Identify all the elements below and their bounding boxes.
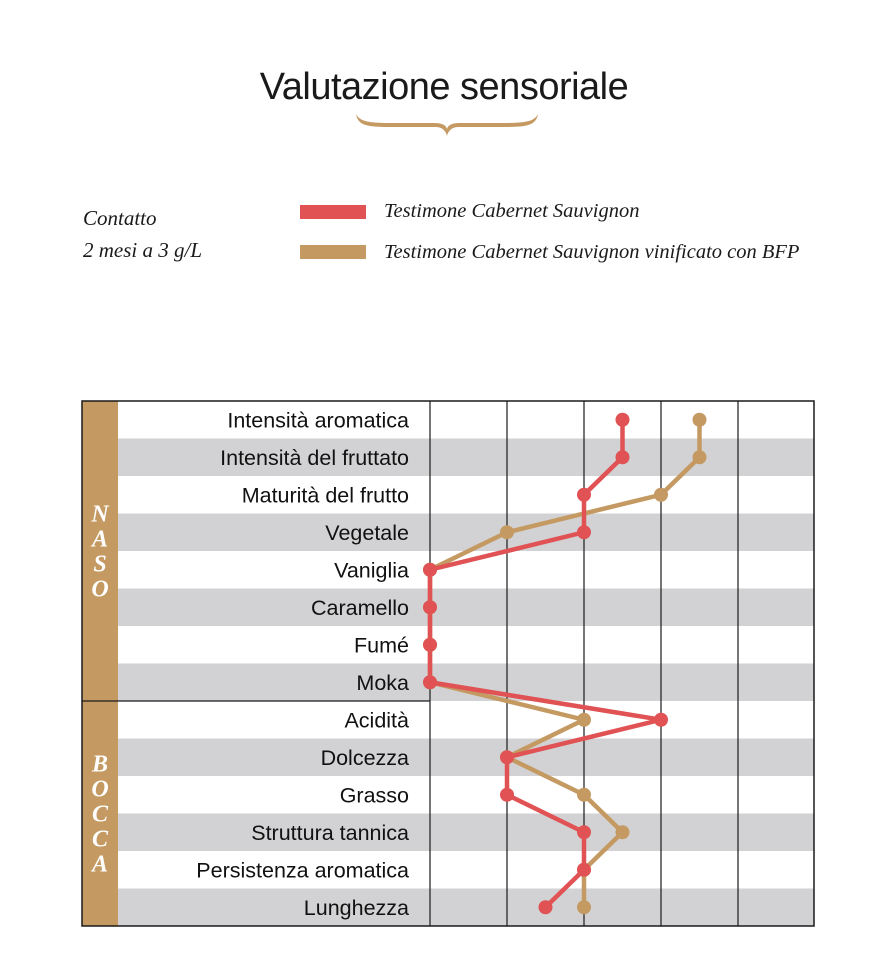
category-label: Persistenza aromatica (196, 858, 409, 883)
contact-line-1: Contatto (83, 206, 157, 230)
series-1-point (423, 563, 437, 577)
section-letter: C (91, 801, 109, 828)
series-2-point (693, 413, 707, 427)
section-letter: N (91, 501, 109, 528)
category-label: Lunghezza (303, 895, 409, 920)
series-1-point (539, 900, 553, 914)
category-label: Dolcezza (320, 745, 409, 770)
series-2-point (577, 713, 591, 727)
category-label: Acidità (344, 708, 409, 733)
row-band (118, 889, 814, 927)
series-2-point (616, 825, 630, 839)
category-label: Moka (356, 670, 409, 695)
series-1-point (577, 525, 591, 539)
series-2-point (500, 525, 514, 539)
category-label: Fumé (354, 633, 409, 658)
legend-label-series-1: Testimone Cabernet Sauvignon (384, 200, 640, 222)
section-letter: O (91, 576, 109, 603)
section-letter: A (91, 526, 109, 553)
category-label: Vaniglia (334, 558, 409, 583)
section-letter: B (91, 751, 109, 778)
series-1-point (423, 638, 437, 652)
series-1-point (616, 413, 630, 427)
section-letter: O (91, 776, 109, 803)
section-letter: A (91, 851, 109, 878)
row-band (118, 589, 814, 627)
series-1-point (423, 600, 437, 614)
page-title: Valutazione sensoriale (259, 66, 629, 108)
category-label: Maturità del frutto (241, 483, 409, 508)
category-label: Grasso (339, 783, 409, 808)
series-2-point (654, 488, 668, 502)
series-1-point (500, 788, 514, 802)
series-1-point (423, 675, 437, 689)
series-1-point (577, 825, 591, 839)
series-1-point (577, 863, 591, 877)
series-1-point (500, 750, 514, 764)
series-1-point (654, 713, 668, 727)
legend-label-series-2: Testimone Cabernet Sauvignon vinificato con BFP (384, 241, 800, 263)
section-letter: S (93, 551, 107, 578)
series-1-point (616, 450, 630, 464)
series-2-point (577, 900, 591, 914)
row-band (118, 739, 814, 777)
series-2-point (577, 788, 591, 802)
row-band (118, 814, 814, 852)
category-label: Caramello (311, 595, 409, 620)
category-label: Vegetale (325, 520, 409, 545)
row-band (118, 664, 814, 702)
series-1-point (577, 488, 591, 502)
category-label: Struttura tannica (251, 820, 409, 845)
section-letter: C (91, 826, 109, 853)
series-2-point (693, 450, 707, 464)
category-label: Intensità aromatica (227, 408, 409, 433)
contact-line-2: 2 mesi a 3 g/L (83, 238, 203, 262)
category-label: Intensità del fruttato (220, 445, 409, 470)
row-band (118, 514, 814, 552)
